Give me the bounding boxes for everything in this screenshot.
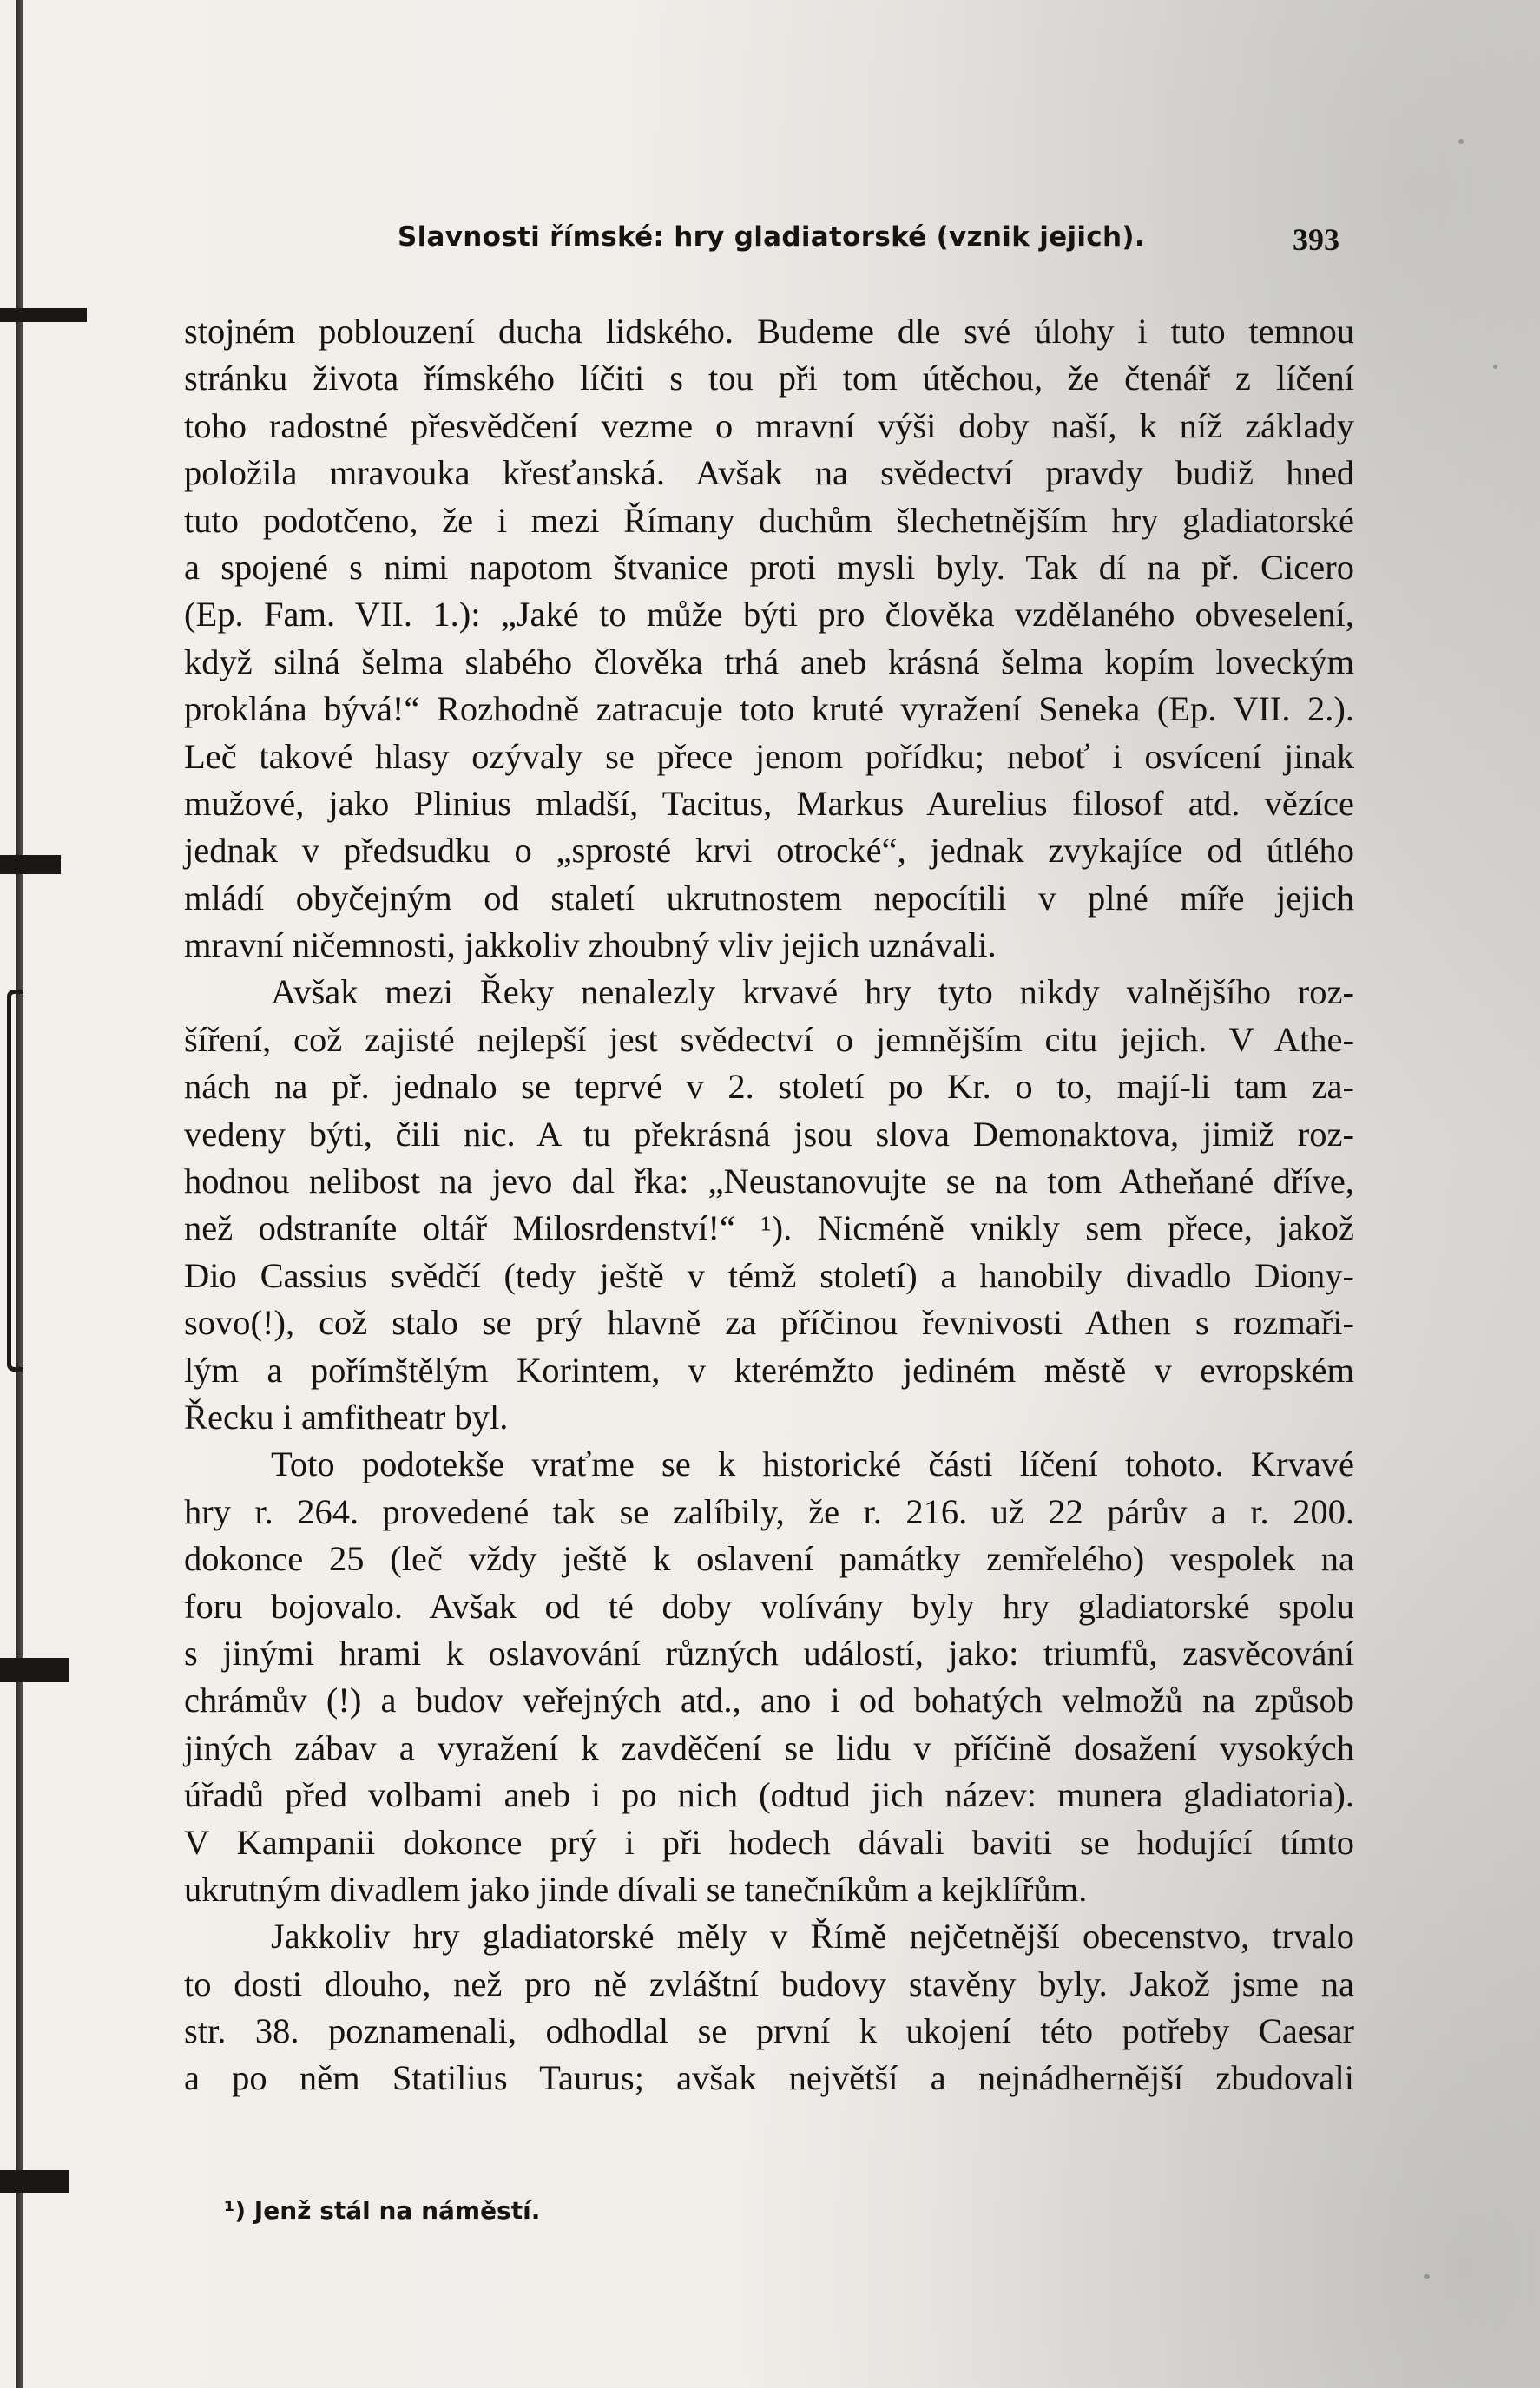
text-line: (Ep. Fam. VII. 1.): „Jaké to může býti pro člověka vzdělaného obveselení, [184, 595, 1354, 635]
text-line: proklána bývá!“ Rozhodně zatracuje toto kruté vyražení Seneka (Ep. VII. 2.). [184, 689, 1354, 729]
text-line: než odstraníte oltář Milosrdenství!“ ¹). Nicméně vnikly sem přece, jakož [184, 1208, 1354, 1248]
text-line: dokonce 25 (leč vždy ještě k oslavení památky zemřelého) vespolek na [184, 1539, 1354, 1579]
text-line: Řecku i amfitheatr byl. [184, 1397, 509, 1437]
text-line: jiných zábav a vyražení k zavděčení se lidu v příčině dosažení vysokých [184, 1727, 1354, 1767]
text-line: úřadů před volbami aneb i po nich (odtud jich název: munera gladiatoria). [184, 1775, 1354, 1815]
speck [1424, 2274, 1430, 2279]
page-header [398, 221, 1339, 273]
margin-mark [0, 2170, 69, 2193]
text-line: položila mravouka křesťanská. Avšak na svědectví pravdy budiž hned [184, 453, 1354, 493]
text-line: to dosti dlouho, než pro ně zvláštní budovy stavěny byly. Jakož jsme na [184, 1964, 1354, 2003]
text-line: hry r. 264. provedené tak se zalíbily, že r. 216. už 22 párův a r. 200. [184, 1491, 1354, 1531]
text-line: tuto podotčeno, že i mezi Římany duchům šlechetnějším hry gladiatorské [184, 500, 1354, 540]
text-line: a spojené s nimi napotom štvanice proti mysli byly. Tak dí na př. Cicero [184, 547, 1354, 587]
text-line: mládí obyčejným od staletí ukrutnostem nepocítili v plné míře jejich [184, 878, 1354, 918]
text-line: stojném poblouzení ducha lidského. Budeme dle své úlohy i tuto temnou [184, 312, 1354, 351]
margin-mark [0, 308, 87, 322]
text-line: chrámův (!) a budov veřejných atd., ano i od bohatých velmožů na způsob [184, 1681, 1354, 1720]
text-line: mravní ničemnosti, jakkoliv zhoubný vliv jejich uznávali. [184, 925, 997, 965]
text-line: Dio Cassius svědčí (tedy ještě v témž století) a hanobily divadlo Diony- [184, 1255, 1354, 1295]
text-line: Toto podotekše vraťme se k historické části líčení tohoto. Krvavé [271, 1444, 1354, 1484]
text-line: vedeny býti, čili nic. A tu překrásná jsou slova Demonaktova, jimiž roz- [184, 1114, 1354, 1154]
text-line: V Kampanii dokonce prý i při hodech dávali baviti se hodující tímto [184, 1822, 1354, 1862]
text-line: Jakkoliv hry gladiatorské měly v Římě nejčetnější obecenstvo, trvalo [271, 1917, 1354, 1957]
text-line: ukrutným divadlem jako jinde dívali se tanečníkům a kejklířům. [184, 1869, 1088, 1909]
text-line: hodnou nelibost na jevo dal řka: „Neustanovujte se na tom Atheňané dříve, [184, 1161, 1354, 1201]
text-line: mužové, jako Plinius mladší, Tacitus, Markus Aurelius filosof atd. vězíce [184, 783, 1354, 823]
margin-mark [0, 1658, 69, 1682]
speck [1493, 365, 1497, 369]
speck [1458, 139, 1464, 144]
text-line: Leč takové hlasy ozývaly se přece jenom pořídku; neboť i osvícení jinak [184, 736, 1354, 776]
text-line: šíření, což zajisté nejlepší jest svědectví o jemnějším citu jejich. V Athe- [184, 1019, 1354, 1059]
text-line: Avšak mezi Řeky nenalezly krvavé hry tyto nikdy valnějšího roz- [271, 972, 1354, 1012]
page-number: 393 [1293, 222, 1339, 257]
text-line: jednak v předsudku o „sprosté krvi otrocké“, jednak zvykajíce od útlého [184, 831, 1354, 871]
text-line: s jinými hrami k oslavování různých událostí, jako: triumfů, zasvěcování [184, 1633, 1354, 1673]
margin-mark [0, 855, 61, 874]
text-line: toho radostné přesvědčení vezme o mravní výši doby naší, k níž základy [184, 405, 1354, 445]
text-line: a po něm Statilius Taurus; avšak největší a nejnádhernější zbudovali [184, 2058, 1354, 2098]
body-text [184, 308, 1354, 2102]
text-line: stránku života římského líčiti s tou při tom útěchou, že čtenář z líčení [184, 359, 1354, 398]
running-title: Slavnosti římské: hry gladiatorské (vznik jejich). [398, 221, 1145, 253]
margin-bracket [7, 990, 23, 1372]
text-line: str. 38. poznamenali, odhodlal se první k ukojení této potřeby Caesar [184, 2011, 1354, 2051]
footnote: ¹) Jenž stál na náměstí. [224, 2196, 541, 2225]
text-line: když silná šelma slabého člověka trhá aneb krásná šelma kopím loveckým [184, 641, 1354, 681]
text-line: nách na př. jednalo se teprvé v 2. století po Kr. o to, mají-li tam za- [184, 1067, 1354, 1107]
text-line: foru bojovalo. Avšak od té doby volívány byly hry gladiatorské spolu [184, 1586, 1354, 1626]
text-line: lým a pořímštělým Korintem, v kterémžto jediném městě v evropském [184, 1350, 1354, 1390]
text-line: sovo(!), což stalo se prý hlavně za příčinou řevnivosti Athen s rozmaři- [184, 1303, 1354, 1343]
